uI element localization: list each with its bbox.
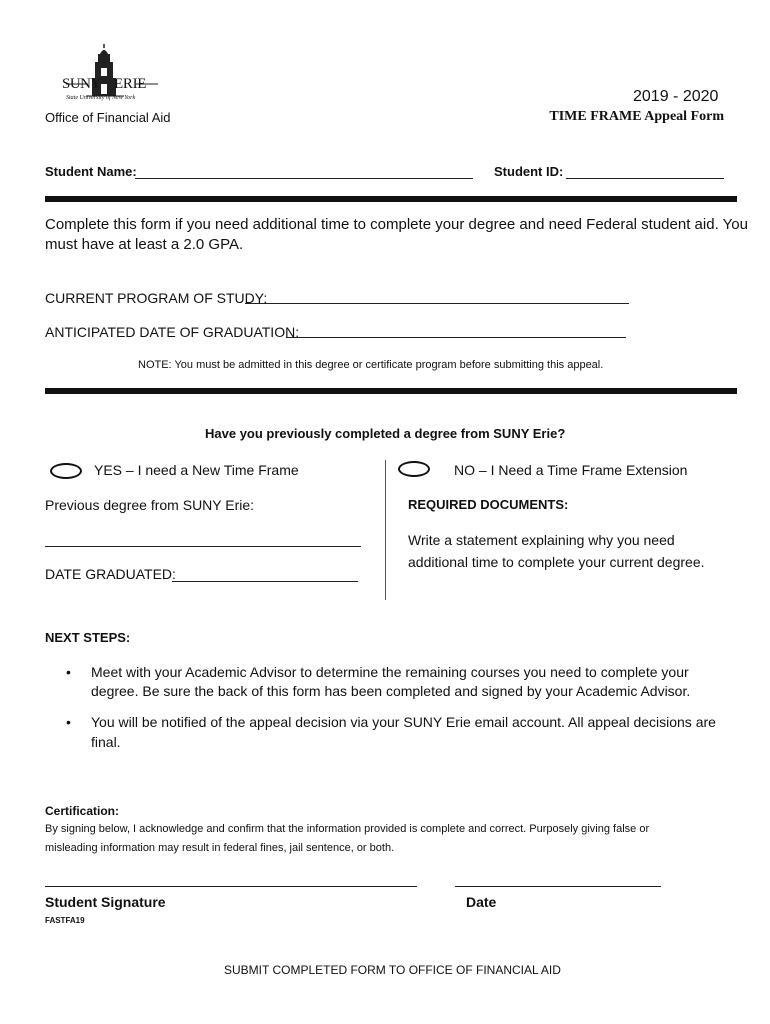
no-radio[interactable] [398,461,430,477]
logo-erie-text: ERIE [114,76,147,92]
next-step-2-line2: final. [91,734,121,750]
student-id-label: Student ID: [494,164,564,179]
form-code: FASTFA19 [45,916,85,925]
office-name: Office of Financial Aid [45,110,171,125]
suny-erie-logo [62,44,162,106]
program-note: NOTE: You must be admitted in this degree or certificate program before submitting this appeal. [138,359,604,371]
previous-degree-label: Previous degree from SUNY Erie: [45,497,255,513]
date-graduated-field[interactable] [172,581,358,582]
signature-date-field[interactable] [455,886,661,887]
certification-text-line1: By signing below, I acknowledge and confirm that the information provided is complete and correct. Purposely giving false or [45,823,650,835]
certification-heading: Certification: [45,804,120,818]
yes-radio[interactable] [50,463,82,479]
student-id-field[interactable] [566,178,724,179]
student-name-label: Student Name: [45,164,137,179]
student-name-field[interactable] [135,178,473,179]
next-step-1-line2: degree. Be sure the back of this form has been completed and signed by your Academic Advisor. [91,683,691,699]
current-program-field[interactable] [245,303,629,304]
yes-option-label: YES – I need a New Time Frame [94,462,299,478]
form-title: TIME FRAME Appeal Form [549,109,724,124]
date-graduated-label: DATE GRADUATED: [45,566,176,582]
bullet-icon: • [66,714,71,730]
graduation-date-field[interactable] [286,337,626,338]
signature-date-label: Date [466,894,497,910]
intro-text-line1: Complete this form if you need additional time to complete your degree and need Federal student aid. You [45,216,748,233]
certification-text-line2: misleading information may result in federal fines, jail sentence, or both. [45,842,395,854]
logo-suny-text: SUNY [62,76,101,92]
bullet-icon: • [66,664,71,680]
required-documents-label: REQUIRED DOCUMENTS: [408,497,569,512]
section-divider [45,388,737,394]
section-divider [45,196,737,202]
logo-tagline: State University of New York [66,95,136,101]
intro-text-line2: must have at least a 2.0 GPA. [45,236,244,253]
student-signature-label: Student Signature [45,894,166,910]
previous-degree-field[interactable] [45,546,361,547]
column-divider [385,460,386,600]
next-steps-heading: NEXT STEPS: [45,630,131,645]
current-program-label: CURRENT PROGRAM OF STUDY: [45,290,268,306]
next-step-2-line1: You will be notified of the appeal decision via your SUNY Erie email account. All appeal decisions are [91,714,716,730]
submit-instructions: SUBMIT COMPLETED FORM TO OFFICE OF FINANCIAL AID [224,963,561,977]
next-step-1-line1: Meet with your Academic Advisor to determine the remaining courses you need to complete your [91,664,689,680]
form-year: 2019 - 2020 [633,88,719,105]
no-option-label: NO – I Need a Time Frame Extension [454,462,688,478]
graduation-date-label: ANTICIPATED DATE OF GRADUATION: [45,324,300,340]
student-signature-field[interactable] [45,886,417,887]
required-documents-line1: Write a statement explaining why you need [408,532,675,548]
required-documents-line2: additional time to complete your current degree. [408,554,705,570]
degree-question: Have you previously completed a degree from SUNY Erie? [205,426,566,441]
